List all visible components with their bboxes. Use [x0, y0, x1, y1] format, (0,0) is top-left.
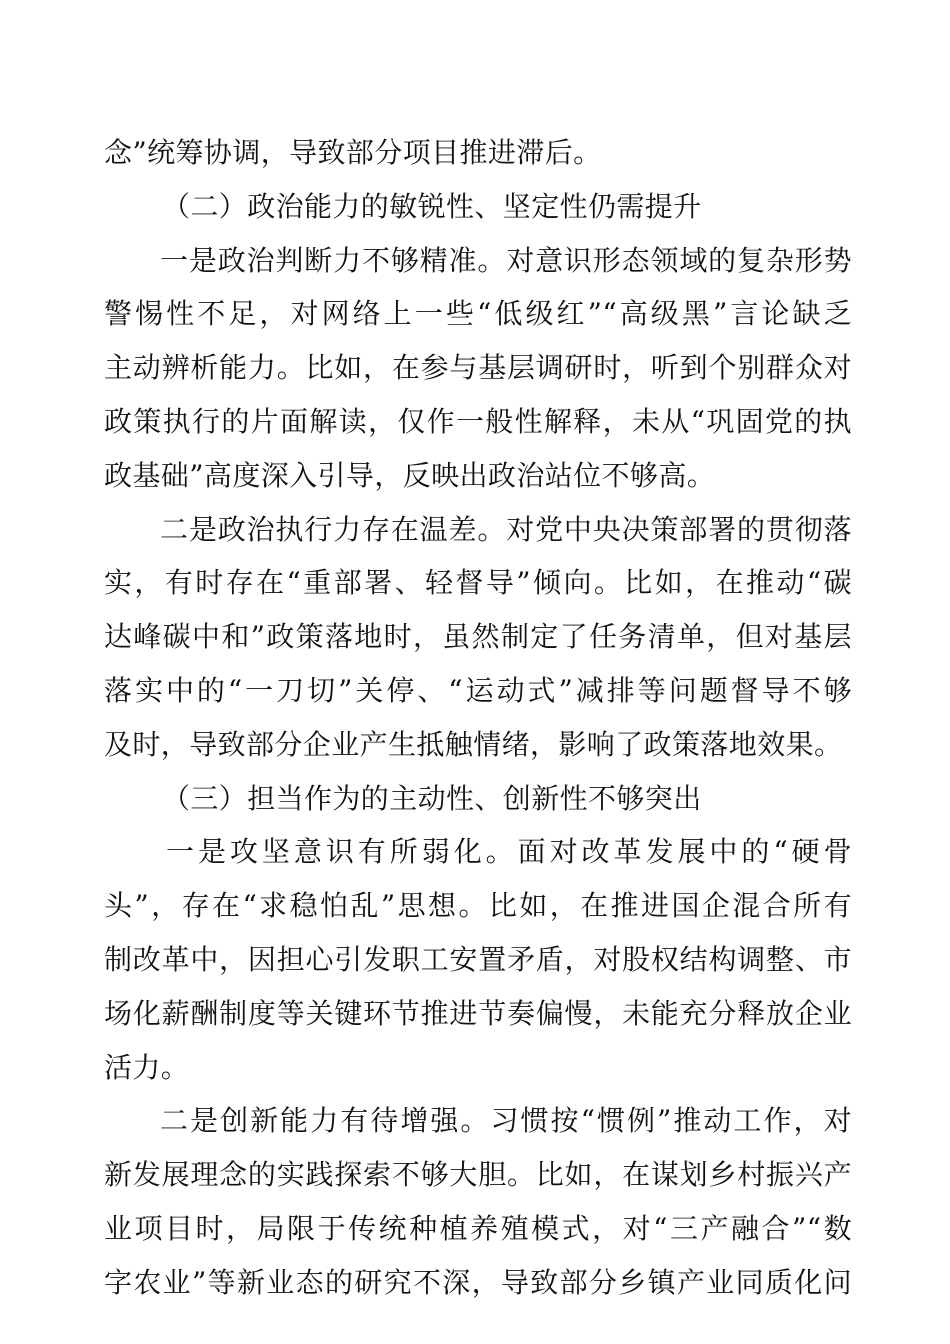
paragraph-line: 头”，存在“求稳怕乱”思想。比如，在推进国企混合所有 [104, 889, 852, 923]
paragraph-line: 一是攻坚意识有所弱化。面对改革发展中的“硬骨 [166, 835, 852, 869]
section-heading-2: （二）政治能力的敏锐性、坚定性仍需提升 [162, 189, 702, 223]
paragraph-line: 及时，导致部分企业产生抵触情绪，影响了政策落地效果。 [104, 727, 843, 761]
paragraph-line: 业项目时，局限于传统种植养殖模式，对“三产融合”“数 [104, 1211, 852, 1245]
paragraph-line: 达峰碳中和”政策落地时，虽然制定了任务清单，但对基层 [104, 620, 852, 654]
paragraph-line: 政基础”高度深入引导，反映出政治站位不够高。 [104, 458, 716, 492]
paragraph-line: 字农业”等新业态的研究不深，导致部分乡镇产业同质化问 [104, 1265, 852, 1299]
paragraph-line: 实，有时存在“重部署、轻督导”倾向。比如，在推动“碳 [104, 566, 852, 600]
paragraph-line: 政策执行的片面解读，仅作一般性解释，未从“巩固党的执 [104, 404, 852, 438]
paragraph-line: 制改革中，因担心引发职工安置矛盾，对股权结构调整、市 [104, 942, 852, 976]
paragraph-line: 二是政治执行力存在温差。对党中央决策部署的贯彻落 [160, 512, 852, 546]
paragraph-line: 落实中的“一刀切”关停、“运动式”减排等问题督导不够 [104, 673, 852, 707]
paragraph-line: 警惕性不足，对网络上一些“低级红”“高级黑”言论缺乏 [104, 297, 852, 331]
paragraph-line: 一是政治判断力不够精准。对意识形态领域的复杂形势 [160, 243, 852, 277]
document-body [104, 126, 852, 1310]
paragraph-line: 活力。 [104, 1050, 190, 1084]
paragraph-line: 场化薪酬制度等关键环节推进节奏偏慢，未能充分释放企业 [104, 996, 852, 1030]
paragraph-line: 主动辨析能力。比如，在参与基层调研时，听到个别群众对 [104, 351, 852, 385]
paragraph-line: 念”统筹协调，导致部分项目推进滞后。 [104, 136, 602, 169]
section-heading-3: （三）担当作为的主动性、创新性不够突出 [162, 781, 702, 815]
paragraph-line: 新发展理念的实践探索不够大胆。比如，在谋划乡村振兴产 [104, 1158, 852, 1192]
paragraph-line: 二是创新能力有待增强。习惯按“惯例”推动工作，对 [160, 1104, 852, 1138]
